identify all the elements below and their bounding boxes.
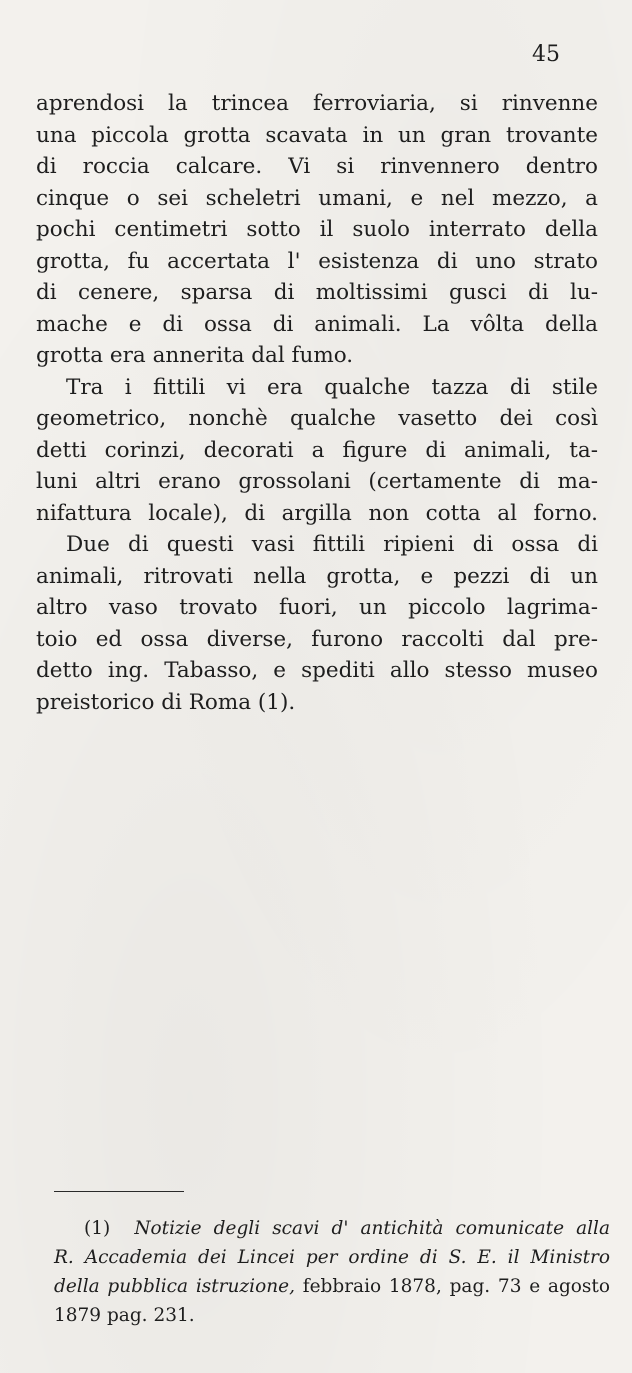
- footnote-line: 1879 pag. 231.: [54, 1305, 195, 1326]
- text-line: nifattura locale), di argilla non cotta al forno.: [36, 500, 598, 526]
- text-line: di roccia calcare. Vi si rinvennero dentro: [36, 154, 598, 179]
- footnote-citation-title: della pubblica istruzione,: [54, 1276, 295, 1297]
- footnote-divider: [54, 1191, 184, 1192]
- text-line: toio ed ossa diverse, furono raccolti dal pre-: [36, 626, 598, 652]
- text-line: detto ing. Tabasso, e spediti allo stesso museo: [36, 658, 598, 683]
- footnote-citation-date: febbraio 1878, pag. 73 e agosto: [302, 1276, 610, 1297]
- footnote-line: R. Accademia dei Lincei per ordine di S. E. il Ministro: [54, 1247, 610, 1268]
- footnote-citation-title: Notizie degli scavi d' antichità comunicate alla: [134, 1218, 610, 1239]
- paragraph-start-line: Tra i fittili vi era qualche tazza di stile: [66, 374, 598, 400]
- text-line: grotta era annerita dal fumo.: [36, 343, 354, 368]
- text-line: di cenere, sparsa di moltissimi gusci di lu-: [36, 280, 598, 305]
- text-line: grotta, fu accertata l' esistenza di uno strato: [36, 248, 598, 274]
- text-line: aprendosi la trincea ferroviaria, si rinvenne: [36, 91, 598, 116]
- page-number: 45: [532, 42, 560, 67]
- text-line: detti corinzi, decorati a figure di animali, ta-: [36, 437, 598, 463]
- text-line: pochi centimetri sotto il suolo interrato della: [36, 217, 598, 242]
- text-line: animali, ritrovati nella grotta, e pezzi di un: [36, 563, 598, 589]
- text-line: altro vaso trovato fuori, un piccolo lagrima-: [36, 595, 598, 620]
- text-line: geometrico, nonchè qualche vasetto dei così: [36, 406, 598, 431]
- text-line: luni altri erano grossolani (certamente di ma-: [36, 469, 598, 494]
- footnote-line: [54, 1214, 610, 1243]
- footnote: [54, 1214, 610, 1330]
- text-line: mache e di ossa di animali. La vôlta della: [36, 311, 598, 337]
- footnote-line: [54, 1272, 610, 1301]
- paragraph-start-line: Due di questi vasi fittili ripieni di ossa di: [66, 532, 598, 557]
- text-line: preistorico di Roma (1).: [36, 689, 296, 715]
- body-text: [36, 88, 598, 718]
- footnote-marker: (1): [84, 1218, 111, 1239]
- text-line: una piccola grotta scavata in un gran trovante: [36, 122, 598, 148]
- text-line: cinque o sei scheletri umani, e nel mezzo, a: [36, 185, 598, 211]
